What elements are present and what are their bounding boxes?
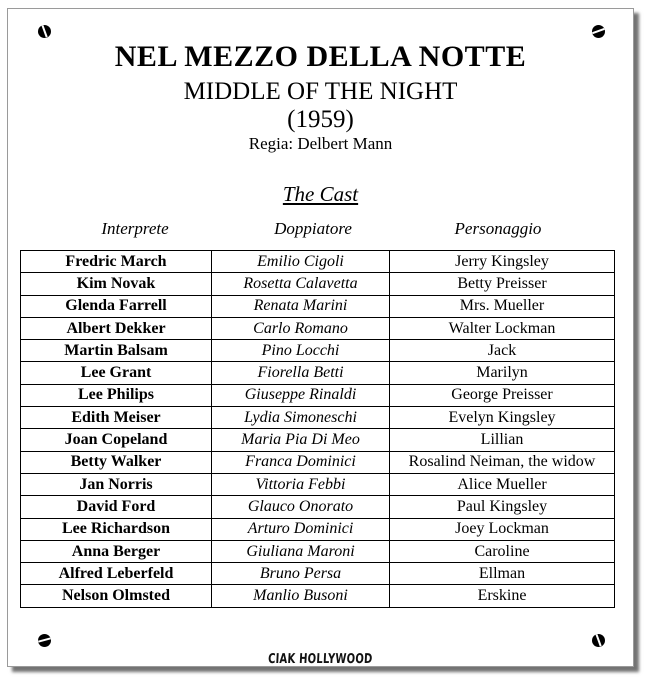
actor-cell: Albert Dekker	[21, 317, 212, 339]
film-title: NEL MEZZO DELLA NOTTE	[114, 40, 527, 73]
director-credit: Regia: Delbert Mann	[248, 134, 393, 153]
character-cell: Marilyn	[390, 362, 615, 384]
table-row	[21, 407, 615, 429]
table-row	[21, 317, 615, 339]
dubber-cell: Vittoria Febbi	[212, 473, 390, 495]
character-cell: Caroline	[390, 540, 615, 562]
table-row	[21, 384, 615, 406]
table-row	[21, 429, 615, 451]
character-cell: Joey Lockman	[390, 518, 615, 540]
table-row	[21, 295, 615, 317]
logo-text: CIAK HOLLYWOOD	[267, 652, 374, 667]
column-header-character: Personaggio	[454, 219, 542, 238]
character-cell: Erskine	[390, 585, 615, 607]
table-row	[21, 473, 615, 495]
dubber-cell: Franca Dominici	[212, 451, 390, 473]
character-cell: Ellman	[390, 563, 615, 585]
release-year: (1959)	[287, 106, 354, 133]
actor-cell: David Ford	[21, 496, 212, 518]
dubber-cell: Manlio Busoni	[212, 585, 390, 607]
actor-cell: Anna Berger	[21, 540, 212, 562]
dubber-cell: Glauco Onorato	[212, 496, 390, 518]
dubber-cell: Fiorella Betti	[212, 362, 390, 384]
dubber-cell: Giuliana Maroni	[212, 540, 390, 562]
actor-cell: Glenda Farrell	[21, 295, 212, 317]
dubber-cell: Pino Locchi	[212, 340, 390, 362]
table-row	[21, 585, 615, 607]
dubber-cell: Giuseppe Rinaldi	[212, 384, 390, 406]
character-cell: Lillian	[390, 429, 615, 451]
dubber-cell: Arturo Dominici	[212, 518, 390, 540]
actor-cell: Alfred Leberfeld	[21, 563, 212, 585]
character-cell: Betty Preisser	[390, 273, 615, 295]
table-row	[21, 563, 615, 585]
dubber-cell: Renata Marini	[212, 295, 390, 317]
dubber-cell: Bruno Persa	[212, 563, 390, 585]
cast-table	[20, 250, 615, 608]
screw-icon	[592, 25, 605, 38]
table-row	[21, 251, 615, 273]
dubber-cell: Maria Pia Di Meo	[212, 429, 390, 451]
screw-icon	[38, 25, 51, 38]
character-cell: George Preisser	[390, 384, 615, 406]
actor-cell: Martin Balsam	[21, 340, 212, 362]
ciak-hollywood-logo	[8, 649, 633, 667]
actor-cell: Betty Walker	[21, 451, 212, 473]
table-row	[21, 273, 615, 295]
original-title: MIDDLE OF THE NIGHT	[183, 78, 458, 105]
character-cell: Rosalind Neiman, the widow	[390, 451, 615, 473]
character-cell: Jerry Kingsley	[390, 251, 615, 273]
dubber-cell: Emilio Cigoli	[212, 251, 390, 273]
column-header-actor: Interprete	[101, 219, 169, 238]
table-row	[21, 496, 615, 518]
dubber-cell: Rosetta Calavetta	[212, 273, 390, 295]
table-row	[21, 518, 615, 540]
actor-cell: Lee Richardson	[21, 518, 212, 540]
screw-icon	[592, 634, 605, 647]
dubber-cell: Lydia Simoneschi	[212, 407, 390, 429]
character-cell: Evelyn Kingsley	[390, 407, 615, 429]
dubber-cell: Carlo Romano	[212, 317, 390, 339]
cast-heading: The Cast	[282, 182, 359, 206]
actor-cell: Kim Novak	[21, 273, 212, 295]
actor-cell: Joan Copeland	[21, 429, 212, 451]
column-header-dubber: Doppiatore	[274, 219, 352, 238]
character-cell: Paul Kingsley	[390, 496, 615, 518]
table-row	[21, 451, 615, 473]
cast-plaque	[7, 8, 634, 667]
actor-cell: Lee Grant	[21, 362, 212, 384]
actor-cell: Edith Meiser	[21, 407, 212, 429]
table-row	[21, 540, 615, 562]
table-row	[21, 362, 615, 384]
character-cell: Walter Lockman	[390, 317, 615, 339]
table-row	[21, 340, 615, 362]
character-cell: Alice Mueller	[390, 473, 615, 495]
screw-icon	[38, 634, 51, 647]
actor-cell: Fredric March	[21, 251, 212, 273]
actor-cell: Nelson Olmsted	[21, 585, 212, 607]
actor-cell: Lee Philips	[21, 384, 212, 406]
actor-cell: Jan Norris	[21, 473, 212, 495]
character-cell: Jack	[390, 340, 615, 362]
character-cell: Mrs. Mueller	[390, 295, 615, 317]
